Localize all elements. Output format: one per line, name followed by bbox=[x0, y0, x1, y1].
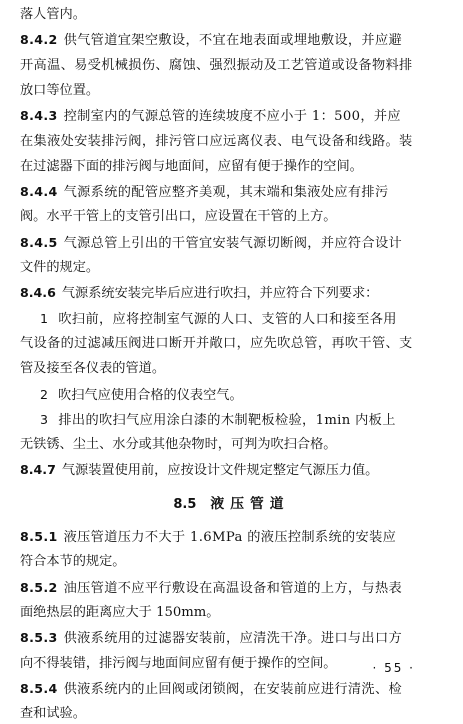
section-number: 8.5 bbox=[173, 496, 197, 512]
clause-number: 8.4.7 bbox=[20, 462, 56, 478]
clause-text: 气源系统的配管应整齐美观，其末端和集液处应有排污 bbox=[63, 185, 389, 201]
item-text: 排出的吹扫气应用涂白漆的木制靶板检验，1min 内板上 bbox=[58, 412, 396, 428]
section-title: 液压管道 bbox=[210, 495, 290, 512]
clause-text: 放口等位置。 bbox=[20, 82, 100, 98]
clause-8-4-4-line-2 bbox=[20, 207, 446, 227]
clause-8-5-3-line-1 bbox=[20, 628, 446, 649]
clause-8-4-7-line-1 bbox=[20, 460, 446, 481]
clause-text: 液压管道压力不大于 1.6MPa 的液压控制系统的安装应 bbox=[63, 530, 397, 545]
continuation-line bbox=[20, 5, 446, 25]
item-text: 气设备的过滤减压阀进口断开并敞口，应先吹总管，再吹干管、支 bbox=[20, 335, 413, 351]
clause-number: 8.4.5 bbox=[20, 234, 58, 250]
item-1-line-3 bbox=[20, 359, 446, 379]
clause-8-5-2-line-2 bbox=[20, 603, 446, 623]
clause-text: 油压管道不应平行敷设在高温设备和管道的上方，与热表 bbox=[63, 580, 403, 596]
clause-8-5-4-line-2 bbox=[20, 704, 446, 724]
clause-text: 向不得装错，排污阀与地面间应留有便于操作的空间。 bbox=[20, 655, 337, 671]
item-number: 2 bbox=[40, 386, 49, 402]
clause-text: 气源装置使用前，应按设计文件规定整定气源压力值。 bbox=[61, 463, 379, 479]
clause-number: 8.5.3 bbox=[20, 630, 58, 646]
clause-text: 面绝热层的距离应大于 150mm。 bbox=[20, 604, 220, 620]
clause-text: 供气管道宜架空敷设，不宜在地表面或埋地敷设，并应避 bbox=[63, 33, 403, 49]
clause-text: 供液系统用的过滤器安装前，应清洗干净。进口与出口方 bbox=[63, 631, 403, 647]
item-1-line-1 bbox=[40, 309, 446, 330]
item-2-line-1 bbox=[40, 385, 446, 406]
item-3-line-2 bbox=[20, 435, 446, 455]
clause-8-4-4-line-1 bbox=[20, 182, 446, 203]
clause-text: 阀。水平干管上的支管引出口，应设置在干管的上方。 bbox=[20, 209, 337, 225]
clause-text: 供液系统内的止回阀或闭锁阀，在安装前应进行清洗、检 bbox=[63, 681, 403, 697]
clause-number: 8.5.4 bbox=[20, 680, 58, 696]
clause-text: 查和试验。 bbox=[20, 706, 86, 722]
clause-8-4-6-line-1 bbox=[20, 283, 446, 304]
clause-8-4-5-line-1 bbox=[20, 233, 446, 254]
clause-number: 8.5.1 bbox=[20, 529, 58, 544]
clause-8-4-2-line-1 bbox=[20, 30, 446, 51]
clause-number: 8.4.6 bbox=[20, 285, 56, 301]
clause-8-4-3-line-3 bbox=[20, 157, 446, 177]
page-number: · 55 · bbox=[372, 661, 415, 675]
item-1-line-2 bbox=[20, 334, 446, 354]
item-number: 1 bbox=[40, 310, 49, 326]
clause-number: 8.4.3 bbox=[20, 108, 58, 124]
item-3-line-1 bbox=[40, 410, 446, 431]
clause-text: 开高温、易受机械损伤、腐蚀、强烈振动及工艺管道或设备物料排 bbox=[20, 57, 413, 73]
clause-number: 8.4.4 bbox=[20, 184, 58, 200]
item-text: 吹扫气应使用合格的仪表空气。 bbox=[58, 387, 243, 403]
clause-text: 在过滤器下面的排污阀与地面间，应留有便于操作的空间。 bbox=[20, 158, 363, 174]
item-text: 吹扫前，应将控制室气源的人口、支管的人口和接至各用 bbox=[58, 311, 397, 327]
item-text: 无铁锈、尘土、水分或其他杂物时，可判为吹扫合格。 bbox=[20, 437, 337, 453]
clause-text: 控制室内的气源总管的连续坡度不应小于 1：500，并应 bbox=[63, 109, 401, 125]
clause-text: 气源总管上引出的干管宜安装气源切断阀，并应符合设计 bbox=[63, 235, 403, 251]
clause-number: 8.4.2 bbox=[20, 32, 58, 48]
clause-8-4-3-line-1 bbox=[20, 106, 446, 127]
clause-8-4-2-line-3 bbox=[20, 81, 446, 101]
item-number: 3 bbox=[40, 411, 49, 427]
item-text: 管及接至各仪表的管道。 bbox=[20, 361, 166, 377]
clause-8-5-1-line-1 bbox=[20, 527, 446, 548]
clause-number: 8.5.2 bbox=[20, 579, 58, 595]
clause-text: 符合本节的规定。 bbox=[20, 554, 126, 570]
section-heading bbox=[0, 494, 463, 515]
clause-8-5-1-line-2 bbox=[20, 552, 446, 572]
clause-8-5-2-line-1 bbox=[20, 578, 446, 599]
clause-text: 气源系统安装完毕后应进行吹扫，并应符合下列要求： bbox=[61, 286, 379, 302]
continuation-text: 落人管内。 bbox=[20, 7, 86, 22]
clause-8-4-2-line-2 bbox=[20, 56, 446, 76]
clause-text: 文件的规定。 bbox=[20, 260, 100, 275]
clause-8-4-5-line-2 bbox=[20, 258, 446, 278]
clause-8-5-4-line-1 bbox=[20, 679, 446, 700]
clause-text: 在集液处安装排污阀，排污管口应远离仪表、电气设备和线路。装 bbox=[20, 133, 413, 149]
clause-8-4-3-line-2 bbox=[20, 132, 446, 152]
